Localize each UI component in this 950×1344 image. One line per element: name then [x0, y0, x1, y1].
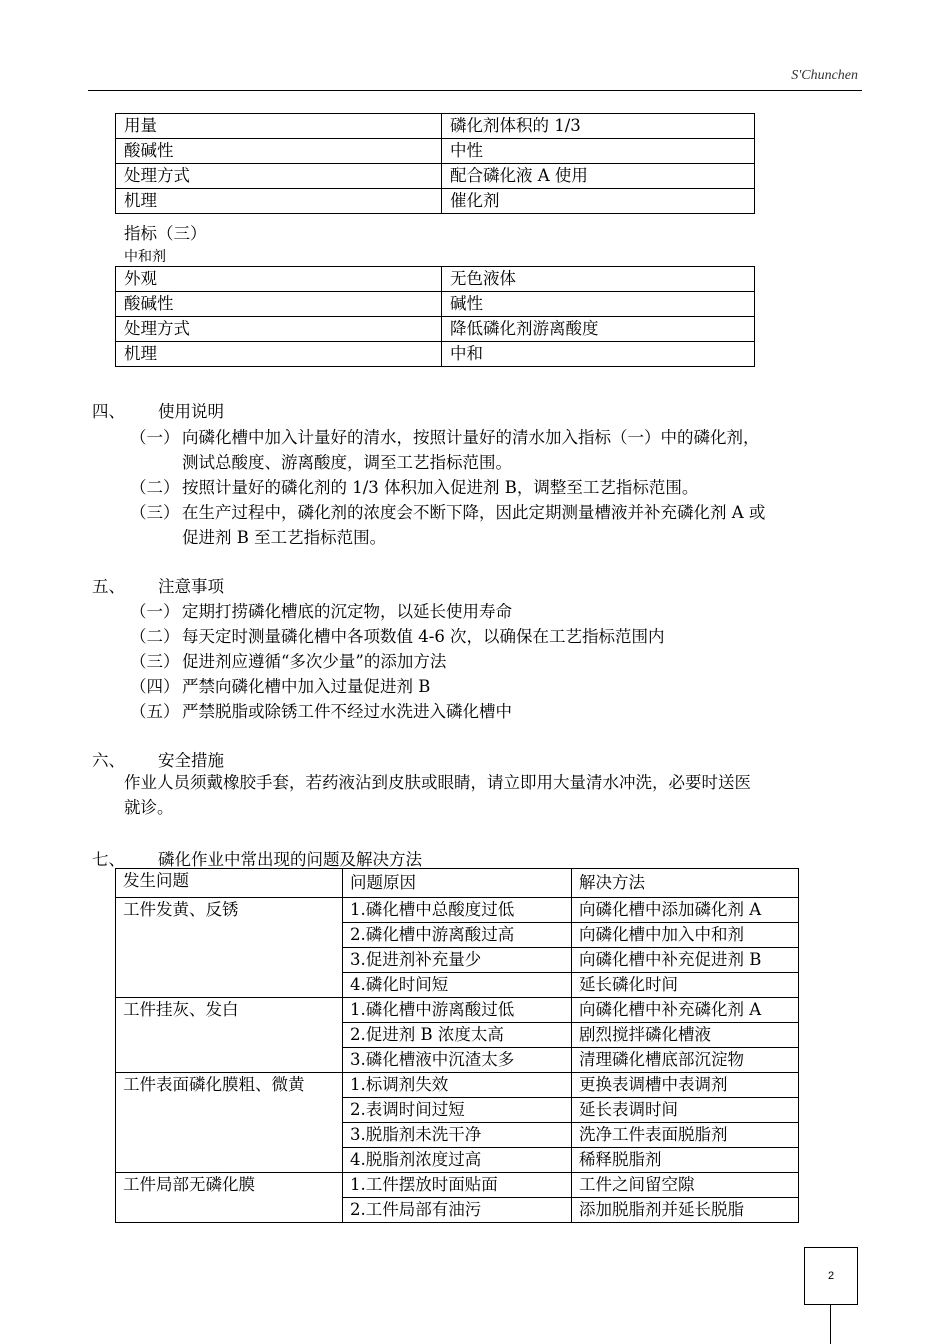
property-name-cell: 酸碱性: [116, 292, 442, 317]
indicator-3-subtitle: 中和剂: [124, 249, 166, 265]
solution-cell: 剧烈搅拌磷化槽液: [572, 1023, 799, 1048]
safety-text-line-1: 作业人员须戴橡胶手套，若药液沾到皮肤或眼睛，请立即用大量清水冲洗，必要时送医: [124, 773, 751, 792]
solution-cell: 添加脱脂剂并延长脱脂: [572, 1198, 799, 1223]
list-item: [130, 698, 512, 722]
solution-cell: 向磷化槽中添加磷化剂 A: [572, 898, 799, 923]
header-signature: S'Chunchen: [791, 68, 858, 83]
table-row: [116, 1073, 799, 1098]
property-name-cell: 机理: [116, 189, 442, 214]
cause-cell: 3.促进剂补充量少: [343, 948, 572, 973]
item-marker: （三）: [130, 503, 180, 522]
table-row: [116, 998, 799, 1023]
table-row: [116, 267, 755, 292]
item-marker: （四）: [130, 677, 180, 696]
problem-cell: 工件局部无磷化膜: [116, 1173, 343, 1223]
property-name-cell: 处理方式: [116, 164, 442, 189]
table-row: [116, 292, 755, 317]
section-title: 使用说明: [158, 402, 224, 421]
column-header: 问题原因: [343, 869, 572, 898]
cause-cell: 1.磷化槽中游离酸过低: [343, 998, 572, 1023]
list-item: [130, 474, 698, 498]
table-row: [116, 898, 799, 923]
section-5-heading: [92, 573, 224, 597]
solution-cell: 工件之间留空隙: [572, 1173, 799, 1198]
item-text-continued: 促进剂 B 至工艺指标范围。: [182, 528, 387, 547]
property-value-cell: 无色液体: [442, 267, 755, 292]
section-7-heading: [92, 846, 422, 870]
table-row: [116, 342, 755, 367]
indicator-3-title: 指标（三）: [124, 224, 207, 243]
item-text: 向磷化槽中加入计量好的清水，按照计量好的清水加入指标（一）中的磷化剂，: [182, 428, 760, 447]
table-row: [116, 164, 755, 189]
section-number: 五、: [92, 577, 125, 596]
item-text: 每天定时测量磷化槽中各项数值 4-6 次，以确保在工艺指标范围内: [182, 627, 665, 646]
section-number: 六、: [92, 751, 125, 770]
property-name-cell: 外观: [116, 267, 442, 292]
list-item: [130, 623, 665, 647]
item-text: 定期打捞磷化槽底的沉定物，以延长使用寿命: [182, 602, 512, 621]
section-6-heading: [92, 747, 224, 771]
table-row: [116, 1173, 799, 1198]
table-row: [116, 317, 755, 342]
solution-cell: 延长表调时间: [572, 1098, 799, 1123]
property-name-cell: 酸碱性: [116, 139, 442, 164]
column-header: 解决方法: [572, 869, 799, 898]
column-header: 发生问题: [116, 869, 343, 898]
safety-text-line-2: 就诊。: [124, 798, 174, 817]
solution-cell: 向磷化槽中加入中和剂: [572, 923, 799, 948]
table-header-row: [116, 869, 799, 898]
solution-cell: 稀释脱脂剂: [572, 1148, 799, 1173]
solution-cell: 洗净工件表面脱脂剂: [572, 1123, 799, 1148]
cause-cell: 2.促进剂 B 浓度太高: [343, 1023, 572, 1048]
property-value-cell: 碱性: [442, 292, 755, 317]
solution-cell: 向磷化槽中补充磷化剂 A: [572, 998, 799, 1023]
section-number: 四、: [92, 402, 125, 421]
properties-table-3: [115, 266, 755, 367]
cause-cell: 2.工件局部有油污: [343, 1198, 572, 1223]
troubleshooting-table: [115, 868, 799, 1223]
item-marker: （二）: [130, 627, 180, 646]
item-marker: （二）: [130, 478, 180, 497]
list-item: [130, 673, 430, 697]
header-rule: [88, 90, 862, 91]
section-title: 注意事项: [158, 577, 224, 596]
solution-cell: 清理磷化槽底部沉淀物: [572, 1048, 799, 1073]
item-marker: （五）: [130, 702, 180, 721]
page-number-rule: [830, 1305, 831, 1344]
cause-cell: 1.工件摆放时面贴面: [343, 1173, 572, 1198]
solution-cell: 更换表调槽中表调剂: [572, 1073, 799, 1098]
property-value-cell: 中性: [442, 139, 755, 164]
problem-cell: 工件挂灰、发白: [116, 998, 343, 1073]
page-number: 2: [827, 1270, 835, 1282]
cause-cell: 3.磷化槽液中沉渣太多: [343, 1048, 572, 1073]
item-text: 严禁脱脂或除锈工件不经过水洗进入磷化槽中: [182, 702, 512, 721]
item-text: 严禁向磷化槽中加入过量促进剂 B: [182, 677, 431, 696]
cause-cell: 1.磷化槽中总酸度过低: [343, 898, 572, 923]
cause-cell: 4.磷化时间短: [343, 973, 572, 998]
property-value-cell: 中和: [442, 342, 755, 367]
property-name-cell: 用量: [116, 114, 442, 139]
item-marker: （一）: [130, 428, 180, 447]
cause-cell: 2.磷化槽中游离酸过高: [343, 923, 572, 948]
property-name-cell: 机理: [116, 342, 442, 367]
list-item: [130, 598, 512, 622]
section-number: 七、: [92, 850, 125, 869]
property-value-cell: 配合磷化液 A 使用: [442, 164, 755, 189]
item-text-continued: 测试总酸度、游离酸度，调至工艺指标范围。: [182, 453, 512, 472]
item-marker: （三）: [130, 652, 180, 671]
item-text: 促进剂应遵循“多次少量”的添加方法: [182, 652, 447, 671]
table-row: [116, 189, 755, 214]
list-item: [130, 424, 760, 472]
property-value-cell: 催化剂: [442, 189, 755, 214]
section-4-heading: [92, 398, 224, 422]
cause-cell: 2.表调时间过短: [343, 1098, 572, 1123]
cause-cell: 1.标调剂失效: [343, 1073, 572, 1098]
property-value-cell: 降低磷化剂游离酸度: [442, 317, 755, 342]
property-name-cell: 处理方式: [116, 317, 442, 342]
item-marker: （一）: [130, 602, 180, 621]
solution-cell: 延长磷化时间: [572, 973, 799, 998]
cause-cell: 4.脱脂剂浓度过高: [343, 1148, 572, 1173]
cause-cell: 3.脱脂剂未洗干净: [343, 1123, 572, 1148]
list-item: [130, 499, 766, 547]
solution-cell: 向磷化槽中补充促进剂 B: [572, 948, 799, 973]
page-number-box: [804, 1247, 858, 1305]
section-title: 磷化作业中常出现的问题及解决方法: [158, 850, 422, 869]
problem-cell: 工件表面磷化膜粗、微黄: [116, 1073, 343, 1173]
properties-table-2: [115, 113, 755, 214]
table-row: [116, 139, 755, 164]
item-text: 在生产过程中，磷化剂的浓度会不断下降，因此定期测量槽液并补充磷化剂 A 或: [182, 503, 766, 522]
item-text: 按照计量好的磷化剂的 1/3 体积加入促进剂 B，调整至工艺指标范围。: [182, 478, 699, 497]
property-value-cell: 磷化剂体积的 1/3: [442, 114, 755, 139]
section-title: 安全措施: [158, 751, 224, 770]
table-row: [116, 114, 755, 139]
list-item: [130, 648, 446, 672]
problem-cell: 工件发黄、反锈: [116, 898, 343, 998]
